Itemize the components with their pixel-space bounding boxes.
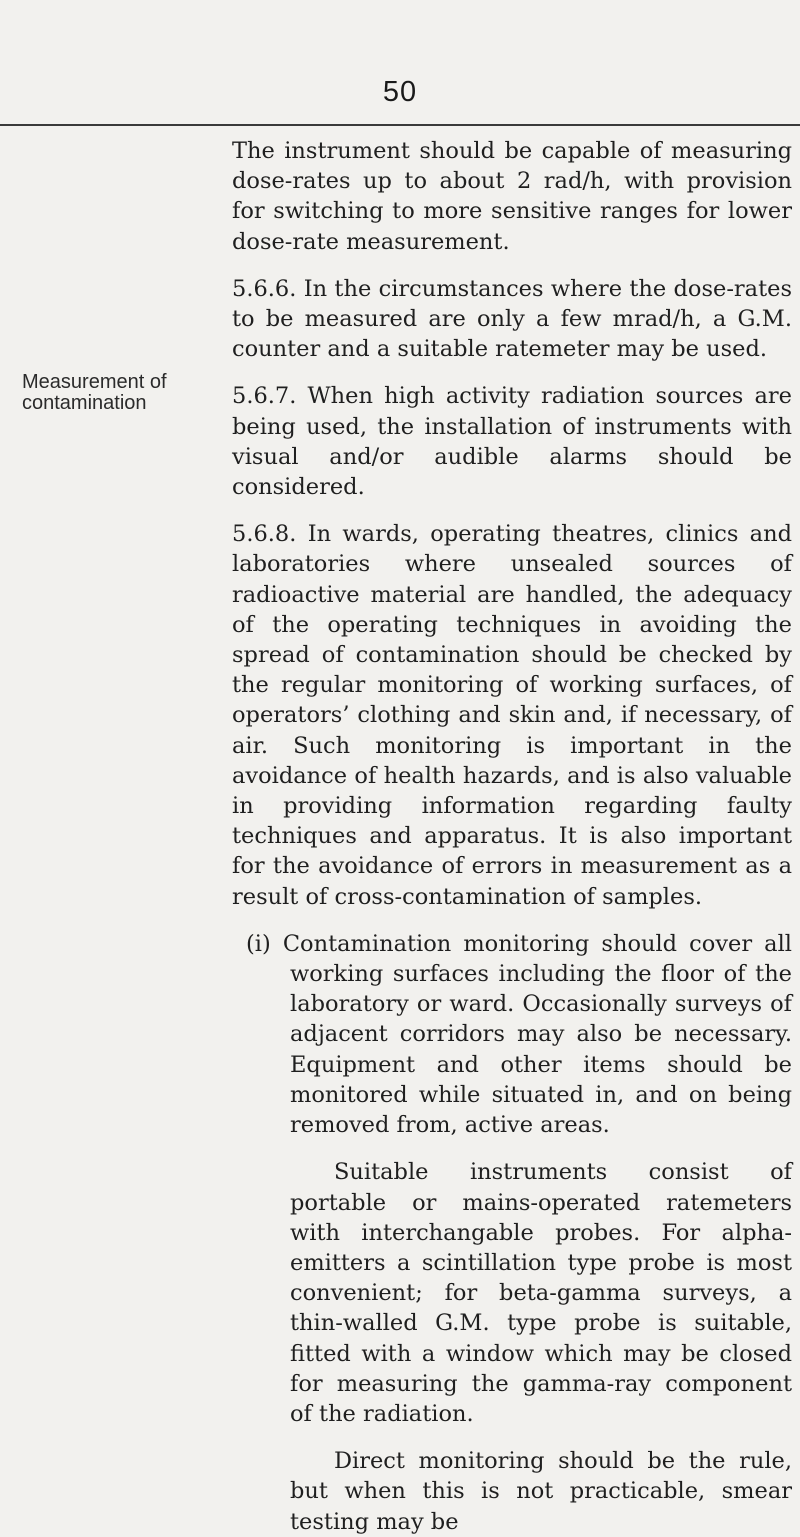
body-text	[232, 136, 792, 1537]
paragraph-intro: The instrument should be capable of measuring dose-rates up to about 2 rad/h, with provision for switching to more sensitive ranges for lower dose-rate measurement.	[232, 138, 792, 255]
paragraph-direct-monitoring: Direct monitoring should be the rule, but when this is not practicable, smear testing may be	[290, 1448, 792, 1535]
paragraph-5-6-7: 5.6.7. When high activity radiation sources are being used, the installation of instruments with visual and/or audible alarms should be considered.	[232, 383, 792, 501]
paragraph-5-6-6: 5.6.6. In the circumstances where the dose-rates to be measured are only a few mrad/h, a G.M. counter and a suitable ratemeter may be used.	[232, 275, 792, 363]
paragraph-item-i: (i) Contamination monitoring should cover all working surfaces including the floor of the laboratory or ward. Occasionally surveys of adjacent corridors may also be necessary. Equipment and other items should be monitored while situated in, and on being removed from, active areas.	[246, 930, 792, 1139]
margin-heading	[22, 372, 222, 414]
page-number: 50	[382, 76, 418, 108]
header-rule	[0, 124, 800, 126]
margin-heading-line-1: Measurement of	[22, 371, 167, 393]
paragraph-suitable-instruments: Suitable instruments consist of portable or mains-operated ratemeters with interchangable probes. For alpha-emitters a scintillation type probe is most convenient; for beta-gamma surveys, a thin-walled G.M. type probe is suitable, fitted with a window which may be closed for measuring the gamma-ray component of the radiation.	[290, 1159, 792, 1427]
paragraph-5-6-8: 5.6.8. In wards, operating theatres, clinics and laboratories where unsealed sources of radioactive material are handled, the adequacy of the operating techniques in avoiding the spread of contamination should be checked by the regular monitoring of working surfaces, of operators’ clothing and skin and, if necessary, of air. Such monitoring is important in the avoidance of health hazards, and is also valuable in providing information regarding faulty techniques and apparatus. It is also important for the avoidance of errors in measurement as a result of cross-contamination of samples.	[232, 521, 792, 910]
margin-heading-line-2: contamination	[22, 392, 147, 414]
